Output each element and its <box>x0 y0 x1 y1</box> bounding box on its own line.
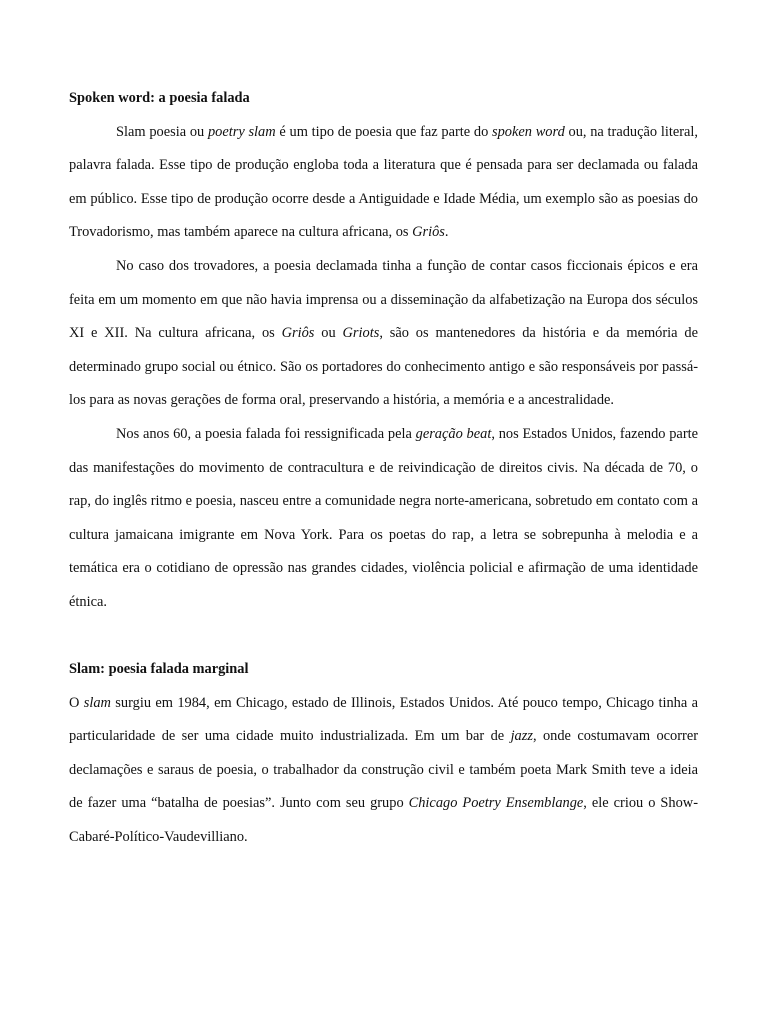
section-spacer <box>69 620 698 654</box>
section-heading-slam: Slam: poesia falada marginal <box>69 661 249 678</box>
italic-term: slam <box>83 694 111 711</box>
italic-term: Griôs <box>281 325 315 342</box>
paragraph-slam-chicago: O slam surgiu em 1984, em Chicago, estado de Illinois, Estados Unidos. Até pouco tempo, Chicago tinha a particularidade de ser uma cidade muito industrializada. Em um bar de jazz, onde costumavam ocorrer declamações e saraus de poesia, o trabalhador da construção civil e também poeta Mark Smith teve a ideia de fazer uma “batalha de poesias”. Junto com seu grupo Chicago Poetry Ensemblange, ele criou o Show-Cabaré-Político-Vaudevilliano. <box>69 694 699 846</box>
paragraph-slam-poesia: Slam poesia ou poetry slam é um tipo de poesia que faz parte do spoken word ou, na tradução literal, palavra falada. Esse tipo de produção engloba toda a literatura que é pensada para ser declamada ou falada em público. Esse tipo de produção ocorre desde a Antiguidade e Idade Média, um exemplo são as poesias do Trovadorismo, mas também aparece na cultura africana, os Griôs. <box>69 123 698 241</box>
paragraph-trovadores: No caso dos trovadores, a poesia declamada tinha a função de contar casos ficcionais épicos e era feita em um momento em que não havia imprensa ou a disseminação da alfabetização na Europa dos séculos XI e XII. Na cultura africana, os Griôs ou Griots, são os mantenedores da história e da memória de determinado grupo social ou étnico. São os portadores do conhecimento antigo e são responsáveis por passá-los para as novas gerações de forma oral, preservando a história, a memória e a ancestralidade. <box>69 257 698 409</box>
italic-term: Chicago Poetry Ensemblange <box>408 795 584 812</box>
paragraph-anos-60: Nos anos 60, a poesia falada foi ressignificada pela geração beat, nos Estados Unidos, fazendo parte das manifestações do movimento de contracultura e de reivindicação de direitos civis. Na década de 70, o rap, do inglês ritmo e poesia, nasceu entre a comunidade negra norte-americana, sobretudo em contato com a cultura jamaicana imigrante em Nova York. Para os poetas do rap, a letra se sobrepunha à melodia e a temática era o cotidiano de opressão nas grandes cidades, violência policial e afirmação de uma identidade étnica. <box>69 425 698 610</box>
section-heading-spoken-word: Spoken word: a poesia falada <box>69 90 250 106</box>
italic-term: poetry slam <box>207 123 276 140</box>
italic-term: Griots <box>342 325 380 342</box>
document-page <box>69 82 698 855</box>
italic-term: jazz <box>510 728 533 745</box>
italic-term: Griôs <box>412 224 445 241</box>
italic-term: geração beat <box>415 425 492 442</box>
italic-term: spoken word <box>492 123 565 140</box>
